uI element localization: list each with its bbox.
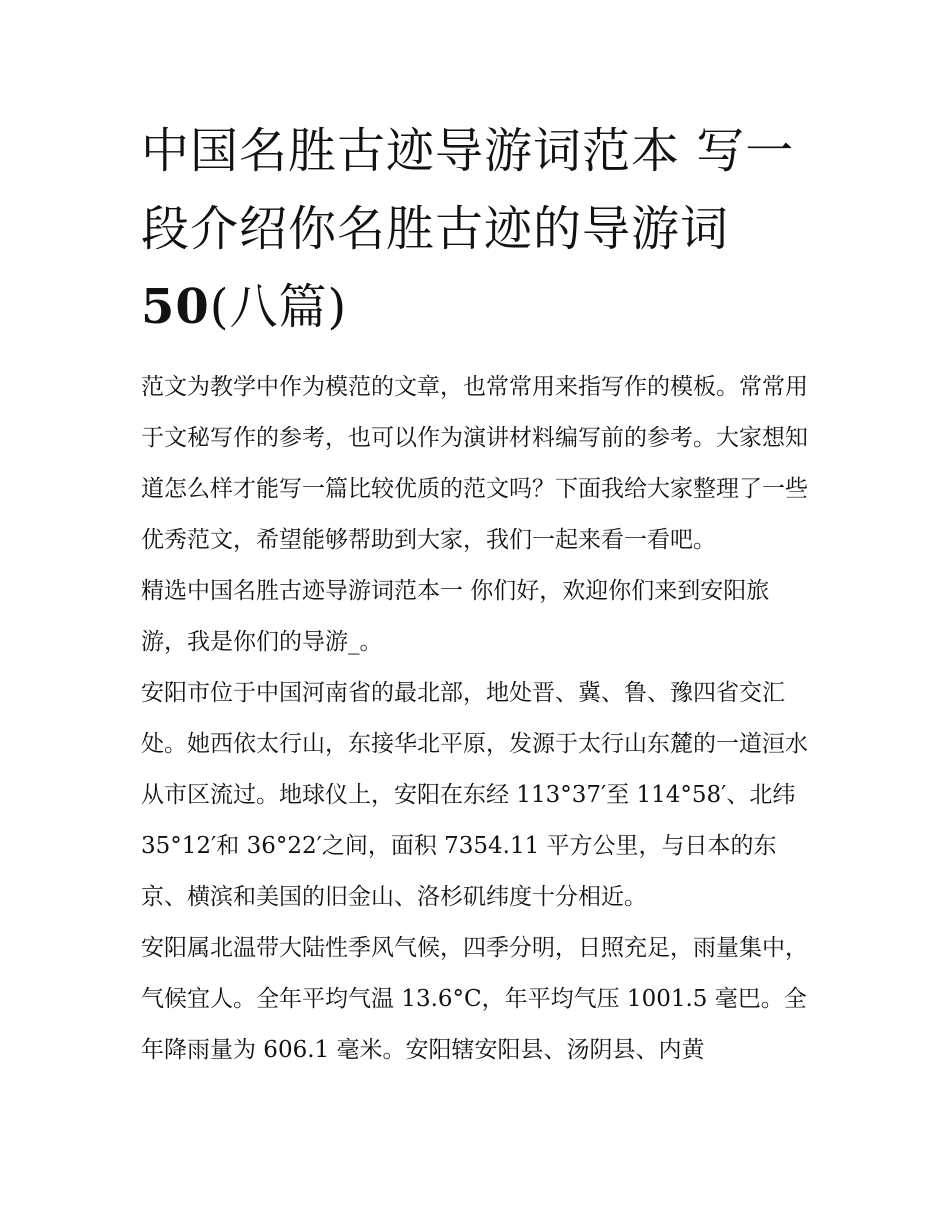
document-title: [141, 112, 813, 346]
paragraph-geography: 安阳市位于中国河南省的最北部，地处晋、冀、鲁、豫四省交汇处。她西依太行山，东接华北平原，发源于太行山东麓的一道洹水从市区流过。地球仪上，安阳在东经 113°37′至 114°58′、北纬 35°12′和 36°22′之间，面积 7354.11 平方公里，与日本的东京、横滨和美国的旧金山、洛杉矶纬度十分相近。: [141, 680, 808, 910]
paragraph-intro: 范文为教学中作为模范的文章，也常常用来指写作的模板。常常用于文秘写作的参考，也可以作为演讲材料编写前的参考。大家想知道怎么样才能写一篇比较优质的范文吗？下面我给大家整理了一些优秀范文，希望能够帮助到大家，我们一起来看一看吧。: [141, 374, 808, 553]
title-line-1: 中国名胜古迹导游词范本 写一: [141, 123, 795, 179]
title-line-3: (八篇): [209, 279, 348, 335]
title-number: 50: [141, 279, 210, 335]
paragraph-greeting: 精选中国名胜古迹导游词范本一 你们好，欢迎你们来到安阳旅游，我是你们的导游_。: [141, 578, 770, 655]
document-page: [141, 112, 813, 1076]
title-line-2: 段介绍你名胜古迹的导游词: [141, 201, 730, 257]
paragraph-climate: 安阳属北温带大陆性季风气候，四季分明，日照充足，雨量集中，气候宜人。全年平均气温 13.6°C，年平均气压 1001.5 毫巴。全年降雨量为 606.1 毫米。安阳辖安阳县、汤阴县、内黄: [141, 935, 808, 1063]
